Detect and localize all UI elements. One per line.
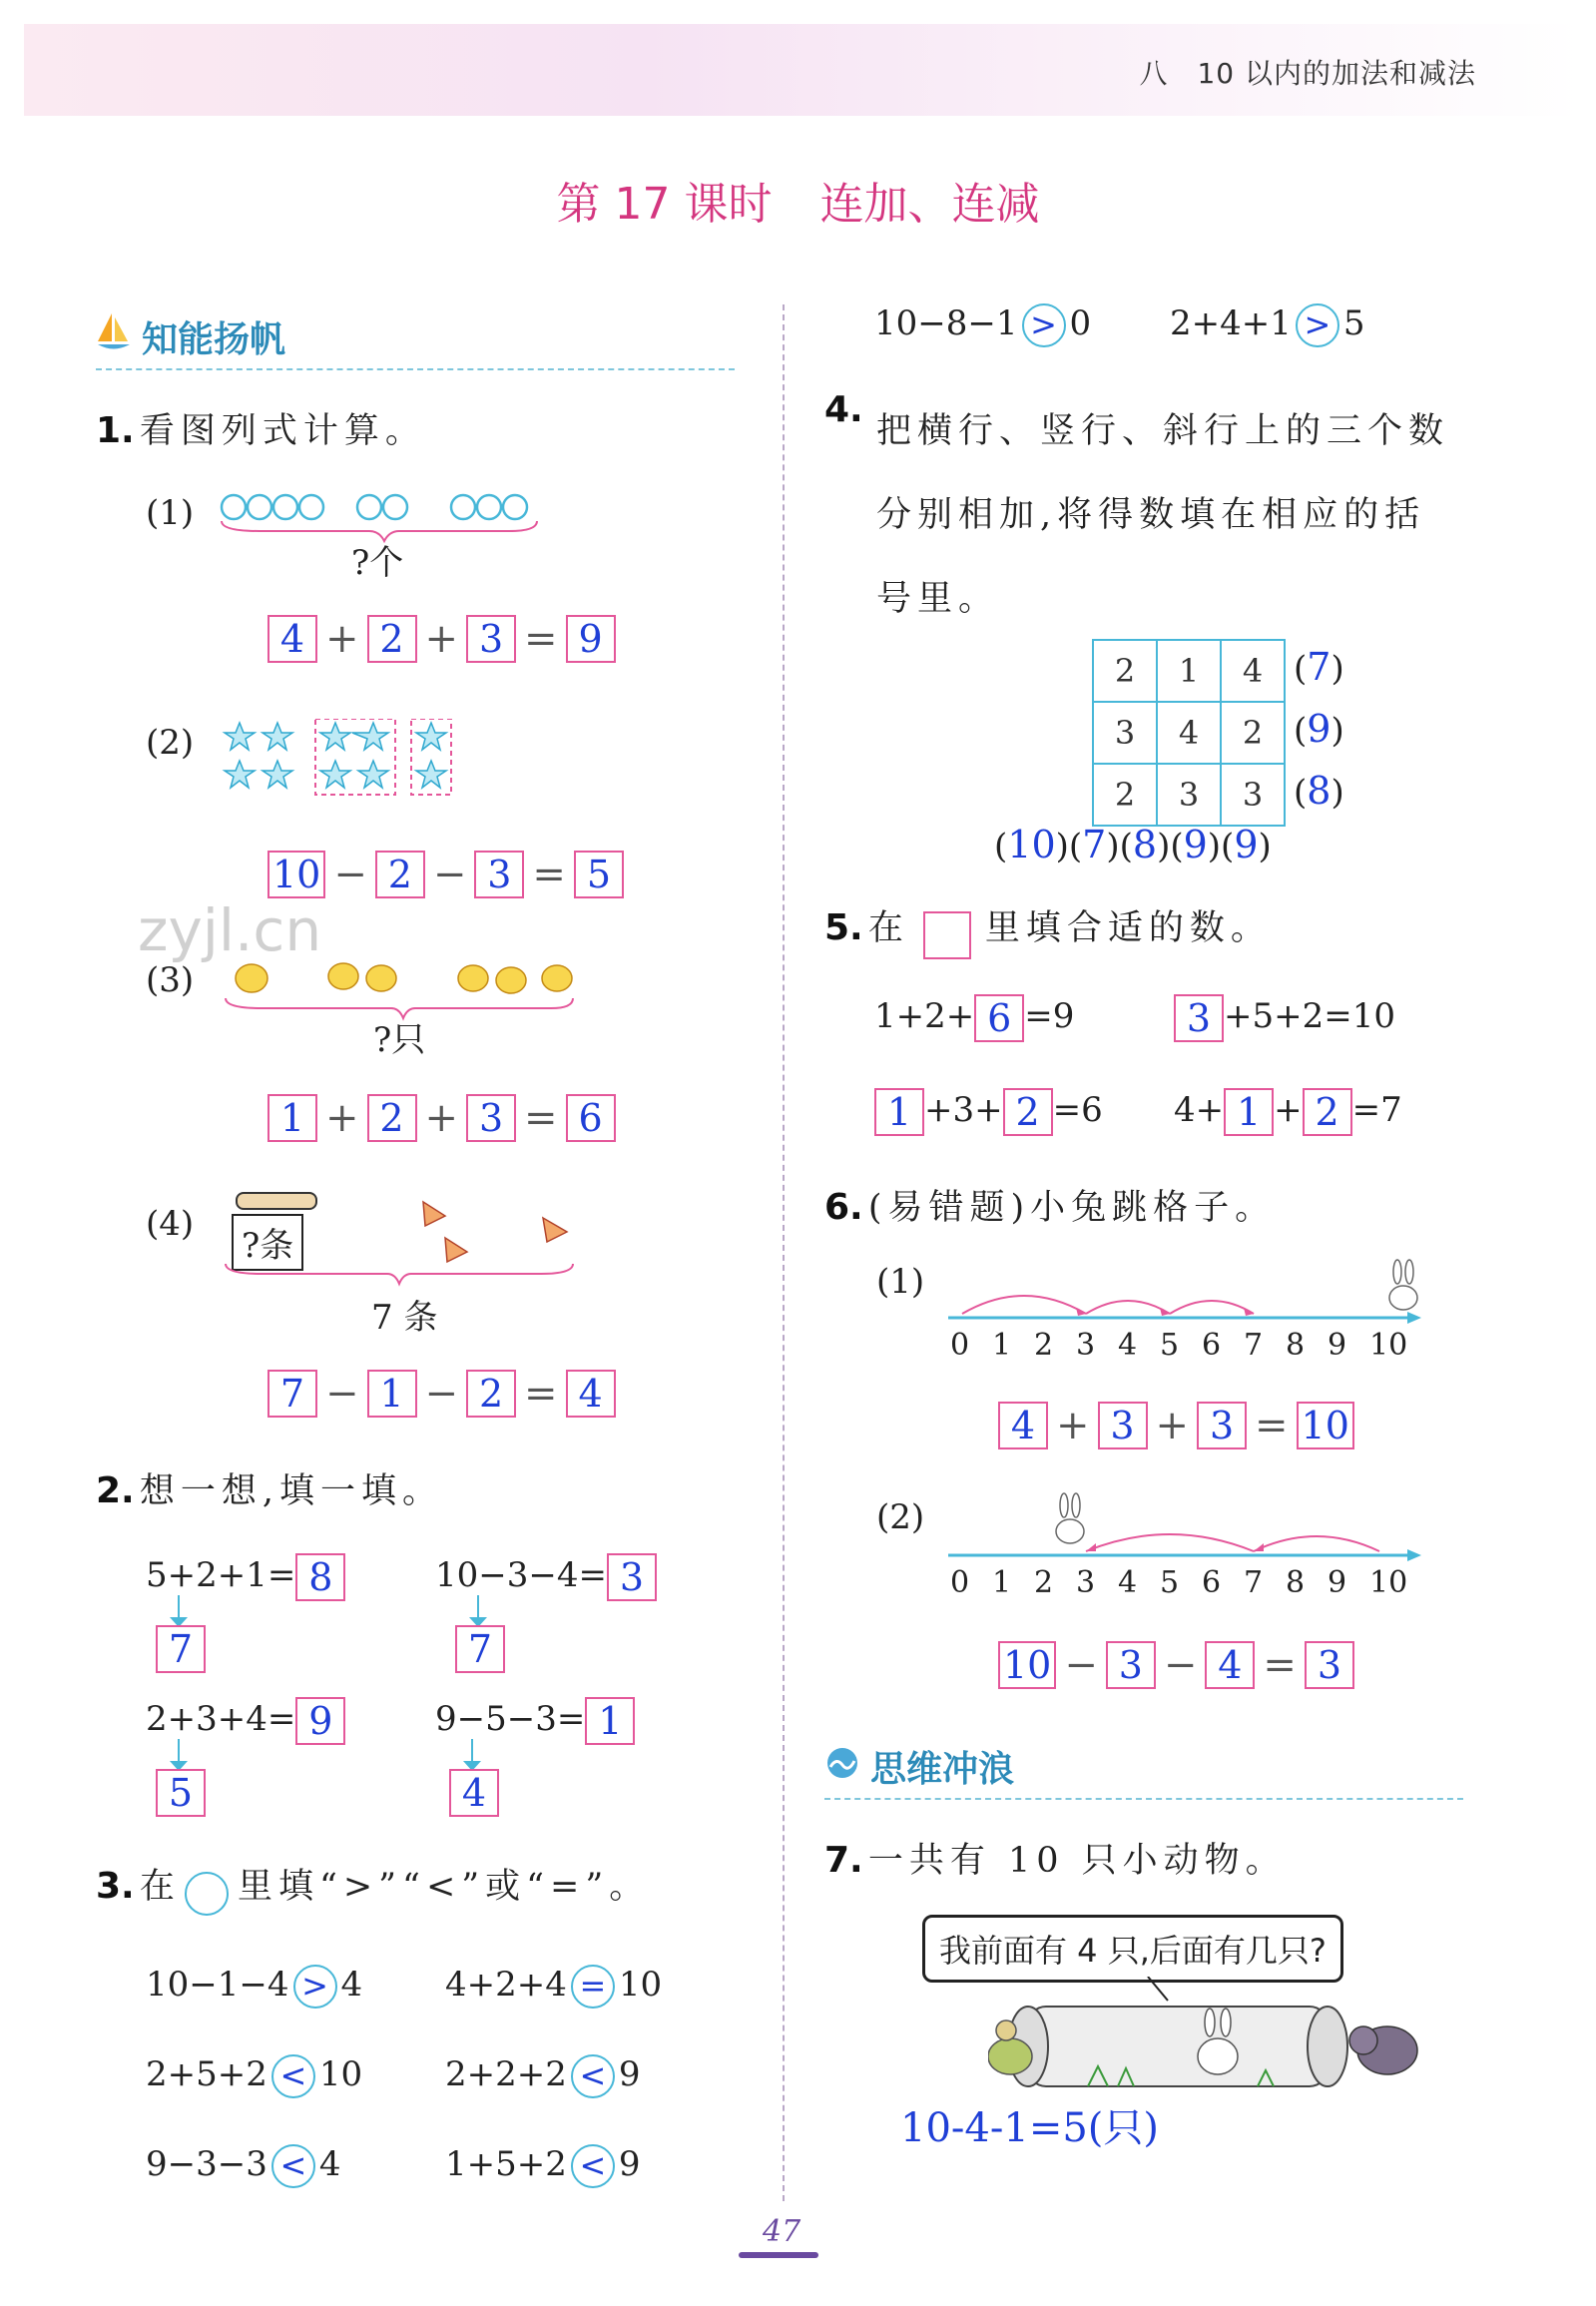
q1-p3-label: (3) (146, 960, 195, 1000)
compare-circle[interactable]: > (1022, 303, 1066, 347)
q2-item-4 (435, 1697, 635, 1745)
compare-circle[interactable]: > (1296, 303, 1339, 347)
q7-number: 7. (824, 1840, 863, 1881)
tick-label: 10 (1369, 1565, 1408, 1600)
q3-text-pre: 在 (139, 1867, 181, 1907)
operator: + (325, 616, 359, 662)
operator: − (325, 1371, 359, 1417)
q1-p1-caption: ?个 (351, 543, 404, 583)
q6-text: (易错题)小兔跳格子。 (867, 1188, 1277, 1228)
q1-p1-label: (1) (146, 493, 195, 533)
q3-row-1-left (146, 1965, 362, 2009)
lesson-title (0, 168, 1596, 232)
q3-row-4-left (874, 303, 1091, 347)
q3-left-expr: 2+2+2 (445, 2054, 567, 2094)
arrow-line (178, 1739, 180, 1763)
answer-box[interactable]: 7 (156, 1625, 206, 1673)
q7-header (824, 1833, 1287, 1883)
answer-box[interactable]: 7 (455, 1625, 505, 1673)
answer-box[interactable]: 6 (974, 994, 1024, 1042)
q5-number: 5. (824, 907, 863, 948)
number-line-2 (948, 1487, 1427, 1567)
q5-text: 1+2+ (874, 996, 975, 1036)
answer-box[interactable]: 1 (267, 1094, 317, 1142)
compare-circle[interactable]: < (571, 2144, 615, 2188)
q1-p3-caption: ?只 (373, 1020, 426, 1060)
answer-box[interactable]: 4 (566, 1370, 616, 1418)
q3-row-2-left (146, 2054, 362, 2098)
operator: − (1064, 1642, 1098, 1688)
tick-label: 6 (1202, 1328, 1222, 1363)
tick-label: 0 (950, 1328, 970, 1363)
q7-answer: 10-4-1=5(只) (900, 2105, 1160, 2151)
q6-header (824, 1180, 1276, 1230)
q3-right-value: 4 (318, 2144, 341, 2184)
q5-row-2-left (874, 1088, 1103, 1136)
tick-label: 5 (1160, 1328, 1180, 1363)
q3-right-value: 10 (618, 1965, 663, 2005)
q5-header (824, 900, 1272, 959)
q2-mid-3 (156, 1769, 206, 1817)
section-title-left: 知能扬帆 (142, 319, 286, 360)
q2-item-1 (146, 1553, 345, 1601)
tick-label: 1 (992, 1328, 1012, 1363)
q5-text: 4+ (1174, 1090, 1225, 1130)
q5-text: =9 (1024, 996, 1075, 1036)
q1-number: 1. (96, 410, 135, 451)
q2-expression: 9−5−3= (435, 1699, 586, 1739)
operator: + (325, 1095, 359, 1141)
q2-expression: 10−3−4= (435, 1555, 607, 1595)
stars-figure (222, 719, 461, 809)
row-sum-3: (8) (1294, 769, 1344, 813)
answer-box[interactable]: 8 (295, 1553, 345, 1601)
grid-cell: 2 (1093, 640, 1157, 702)
arrow-line (471, 1739, 473, 1763)
operator: − (1163, 1642, 1198, 1688)
q1-p4-label: (4) (146, 1204, 195, 1244)
q1-p2-equation (267, 851, 624, 898)
answer-box[interactable]: 3 (1174, 994, 1224, 1042)
compare-circle[interactable]: < (271, 2144, 315, 2188)
compare-circle[interactable]: > (293, 1965, 337, 2009)
operator: + (424, 616, 459, 662)
q2-mid-1 (156, 1625, 206, 1673)
answer-box[interactable]: 10 (998, 1641, 1056, 1689)
answer-box[interactable]: 2 (1303, 1088, 1352, 1136)
grid-cell: 2 (1093, 764, 1157, 826)
q7-text: 一共有 10 只小动物。 (867, 1841, 1287, 1881)
row-sum-1: (7) (1294, 645, 1344, 689)
q3-header (96, 1859, 650, 1916)
grid-cell: 3 (1221, 764, 1285, 826)
q5-text: + (1274, 1090, 1303, 1130)
equals-sign: = (532, 852, 566, 897)
sum-answer[interactable]: 9 (1183, 823, 1208, 866)
answer-box[interactable]: 1 (585, 1697, 635, 1745)
equals-sign: = (1263, 1642, 1297, 1688)
q3-row-4-right (1170, 303, 1365, 347)
wave-icon (824, 1745, 864, 1790)
section-head-left (96, 311, 735, 370)
q2-text: 想一想,填一填。 (139, 1471, 443, 1511)
answer-box[interactable]: 2 (367, 1094, 417, 1142)
tick-label: 8 (1286, 1328, 1306, 1363)
elephant-icon (1349, 2026, 1417, 2074)
tick-label: 7 (1244, 1565, 1264, 1600)
brace-bottom (222, 1260, 581, 1290)
arrow-line (477, 1595, 479, 1619)
q4-line: 号里。 (876, 579, 1000, 619)
q6-p1-label: (1) (876, 1262, 925, 1302)
sum-answer[interactable]: 9 (1307, 707, 1331, 751)
operator: + (1056, 1403, 1090, 1448)
tick-label: 10 (1369, 1328, 1408, 1363)
answer-box[interactable]: 3 (1305, 1641, 1354, 1689)
lesson-topic: 连加、连减 (819, 179, 1040, 230)
animals-tunnel-figure (988, 1977, 1427, 2096)
sum-answer[interactable]: 7 (1307, 645, 1331, 689)
circle-placeholder (185, 1872, 229, 1916)
q3-left-expr: 1+5+2 (445, 2144, 567, 2184)
answer-box[interactable]: 4 (267, 615, 317, 663)
grid-cell: 4 (1157, 702, 1221, 764)
q6-p1-equation (998, 1402, 1354, 1449)
q2-item-3 (146, 1697, 345, 1745)
q5-row-2-right (1174, 1088, 1402, 1136)
equals-sign: = (524, 1371, 558, 1417)
q1-header (96, 403, 426, 453)
q5-text: +3+ (924, 1090, 1003, 1130)
answer-box[interactable]: 2 (375, 851, 425, 898)
tick-label: 9 (1328, 1565, 1347, 1600)
tick-label: 3 (1076, 1328, 1096, 1363)
q3-right-value: 9 (618, 2054, 641, 2094)
q3-row-1-right (445, 1965, 662, 2009)
basket-rim (236, 1192, 317, 1210)
tick-label: 4 (1118, 1328, 1138, 1363)
q6-p2-equation (998, 1641, 1354, 1689)
tick-label: 9 (1328, 1328, 1347, 1363)
grid-cell: 2 (1221, 702, 1285, 764)
q1-p3-equation (267, 1094, 616, 1142)
number-line-2-ticks (950, 1565, 1411, 1600)
arrow-line (178, 1595, 180, 1619)
tick-label: 5 (1160, 1565, 1180, 1600)
q1-p2-label: (2) (146, 723, 195, 763)
q1-p4-equation (267, 1370, 616, 1418)
tick-label: 6 (1202, 1565, 1222, 1600)
sum-answer[interactable]: 8 (1132, 823, 1158, 866)
grid-cell: 4 (1221, 640, 1285, 702)
answer-box[interactable]: 2 (367, 615, 417, 663)
answer-box[interactable]: 1 (874, 1088, 924, 1136)
q4-text (876, 389, 1449, 641)
tick-label: 4 (1118, 1565, 1138, 1600)
compare-circle[interactable]: = (571, 1965, 615, 2009)
answer-box[interactable]: 3 (1106, 1641, 1156, 1689)
rabbit-icon (1389, 1260, 1417, 1310)
sum-answer[interactable]: 9 (1234, 823, 1259, 866)
tick-label: 3 (1076, 1565, 1096, 1600)
answer-box[interactable]: 2 (1003, 1088, 1053, 1136)
q2-expression: 2+3+4= (146, 1699, 296, 1739)
page-number-underline (739, 2252, 818, 2258)
grid-cell: 3 (1093, 702, 1157, 764)
q4-number: 4. (824, 389, 863, 430)
sailboat-icon (96, 311, 136, 360)
answer-box[interactable]: 4 (1205, 1641, 1255, 1689)
q1-p1-equation (267, 615, 616, 663)
answer-box[interactable]: 3 (607, 1553, 657, 1601)
q6-p2-label: (2) (876, 1497, 925, 1537)
q1-p4-caption: 7 条 (371, 1298, 438, 1338)
q4-line: 把横行、竖行、斜行上的三个数 (876, 411, 1450, 451)
number-grid (1092, 639, 1286, 827)
lesson-number: 第 17 课时 (556, 179, 773, 230)
answer-box[interactable]: 3 (474, 851, 524, 898)
answer-box[interactable]: 5 (156, 1769, 206, 1817)
q2-mid-2 (455, 1625, 505, 1673)
q1-text: 看图列式计算。 (139, 411, 426, 451)
answer-box[interactable]: 3 (1098, 1402, 1148, 1449)
equals-sign: = (524, 1095, 558, 1141)
q5-text-post: 里填合适的数。 (984, 908, 1272, 948)
q4-line: 分别相加,将得数填在相应的括 (876, 495, 1426, 535)
operator: + (1155, 1403, 1190, 1448)
q5-row-1-right (1174, 994, 1395, 1042)
q3-row-3-left (146, 2144, 341, 2188)
q3-right-value: 10 (318, 2054, 363, 2094)
grid-cell: 1 (1157, 640, 1221, 702)
tick-label: 2 (1034, 1328, 1054, 1363)
chapter-header: 八 10 以内的加法和减法 (1139, 57, 1476, 90)
operator: + (424, 1095, 459, 1141)
tick-label: 0 (950, 1565, 970, 1600)
rabbit-icon (1056, 1493, 1084, 1543)
sum-answer[interactable]: 10 (1007, 823, 1056, 866)
compare-circle[interactable]: < (271, 2054, 315, 2098)
q3-right-value: 9 (618, 2144, 641, 2184)
empty-box-placeholder (923, 911, 971, 959)
q3-right-value: 5 (1342, 303, 1365, 343)
tick-label: 2 (1034, 1565, 1054, 1600)
q3-row-3-right (445, 2144, 641, 2188)
answer-box[interactable]: 7 (267, 1370, 317, 1418)
q3-left-expr: 2+5+2 (146, 2054, 267, 2094)
q3-right-value: 4 (340, 1965, 363, 2005)
bottom-sums: (10)(7)(8)(9)(9) (994, 823, 1272, 866)
q3-row-2-right (445, 2054, 641, 2098)
answer-box[interactable]: 3 (1197, 1402, 1247, 1449)
tick-label: 1 (992, 1565, 1012, 1600)
speech-bubble: 我前面有 4 只,后面有几只? (922, 1915, 1343, 1983)
q1-p4-box: ?条 (232, 1214, 303, 1271)
answer-box[interactable]: 4 (449, 1769, 499, 1817)
answer-box[interactable]: 3 (466, 615, 516, 663)
q3-text-post: 里填“>”“<”或“=”。 (237, 1867, 651, 1907)
answer-box[interactable]: 9 (566, 615, 616, 663)
q5-text: =6 (1052, 1090, 1103, 1130)
compare-circle[interactable]: < (571, 2054, 615, 2098)
q2-mid-4 (449, 1769, 499, 1817)
q5-text: =7 (1351, 1090, 1402, 1130)
tick-label: 7 (1244, 1328, 1264, 1363)
answer-box[interactable]: 3 (466, 1094, 516, 1142)
section-head-right (824, 1741, 1463, 1800)
tick-label: 8 (1286, 1565, 1306, 1600)
page-number: 47 (763, 2214, 801, 2249)
q3-left-expr: 9−3−3 (146, 2144, 267, 2184)
q2-header (96, 1463, 443, 1513)
equals-sign: = (1255, 1403, 1289, 1448)
operator: − (333, 852, 367, 897)
number-line-1 (948, 1254, 1427, 1330)
q2-number: 2. (96, 1470, 135, 1511)
q2-expression: 5+2+1= (146, 1555, 296, 1595)
answer-box[interactable]: 10 (267, 851, 325, 898)
q3-right-value: 0 (1069, 303, 1092, 343)
q3-left-expr: 10−1−4 (146, 1965, 289, 2005)
q3-left-expr: 2+4+1 (1170, 303, 1292, 343)
watermark: zyjl.cn (138, 896, 322, 964)
operator: − (424, 1371, 459, 1417)
grid-cell: 3 (1157, 764, 1221, 826)
answer-box[interactable]: 2 (466, 1370, 516, 1418)
answer-box[interactable]: 9 (295, 1697, 345, 1745)
sum-answer[interactable]: 7 (1082, 823, 1107, 866)
answer-box[interactable]: 1 (367, 1370, 417, 1418)
q3-number: 3. (96, 1866, 135, 1907)
q4-header (824, 389, 863, 430)
q6-number: 6. (824, 1187, 863, 1228)
section-title-right: 思维冲浪 (870, 1749, 1015, 1790)
q2-item-2 (435, 1553, 657, 1601)
answer-box[interactable]: 6 (566, 1094, 616, 1142)
sum-answer[interactable]: 8 (1307, 769, 1331, 813)
answer-box[interactable]: 10 (1297, 1402, 1354, 1449)
column-divider (783, 304, 785, 2201)
q5-text-pre: 在 (867, 908, 909, 948)
answer-box[interactable]: 4 (998, 1402, 1048, 1449)
answer-box[interactable]: 5 (574, 851, 624, 898)
equals-sign: = (524, 616, 558, 662)
row-sum-2: (9) (1294, 707, 1344, 751)
number-line-1-ticks (950, 1328, 1411, 1363)
q5-row-1-left (874, 994, 1074, 1042)
q3-left-expr: 4+2+4 (445, 1965, 567, 2005)
q5-text: +5+2=10 (1224, 996, 1395, 1036)
q3-left-expr: 10−8−1 (874, 303, 1018, 343)
answer-box[interactable]: 1 (1224, 1088, 1274, 1136)
operator: − (432, 852, 467, 897)
